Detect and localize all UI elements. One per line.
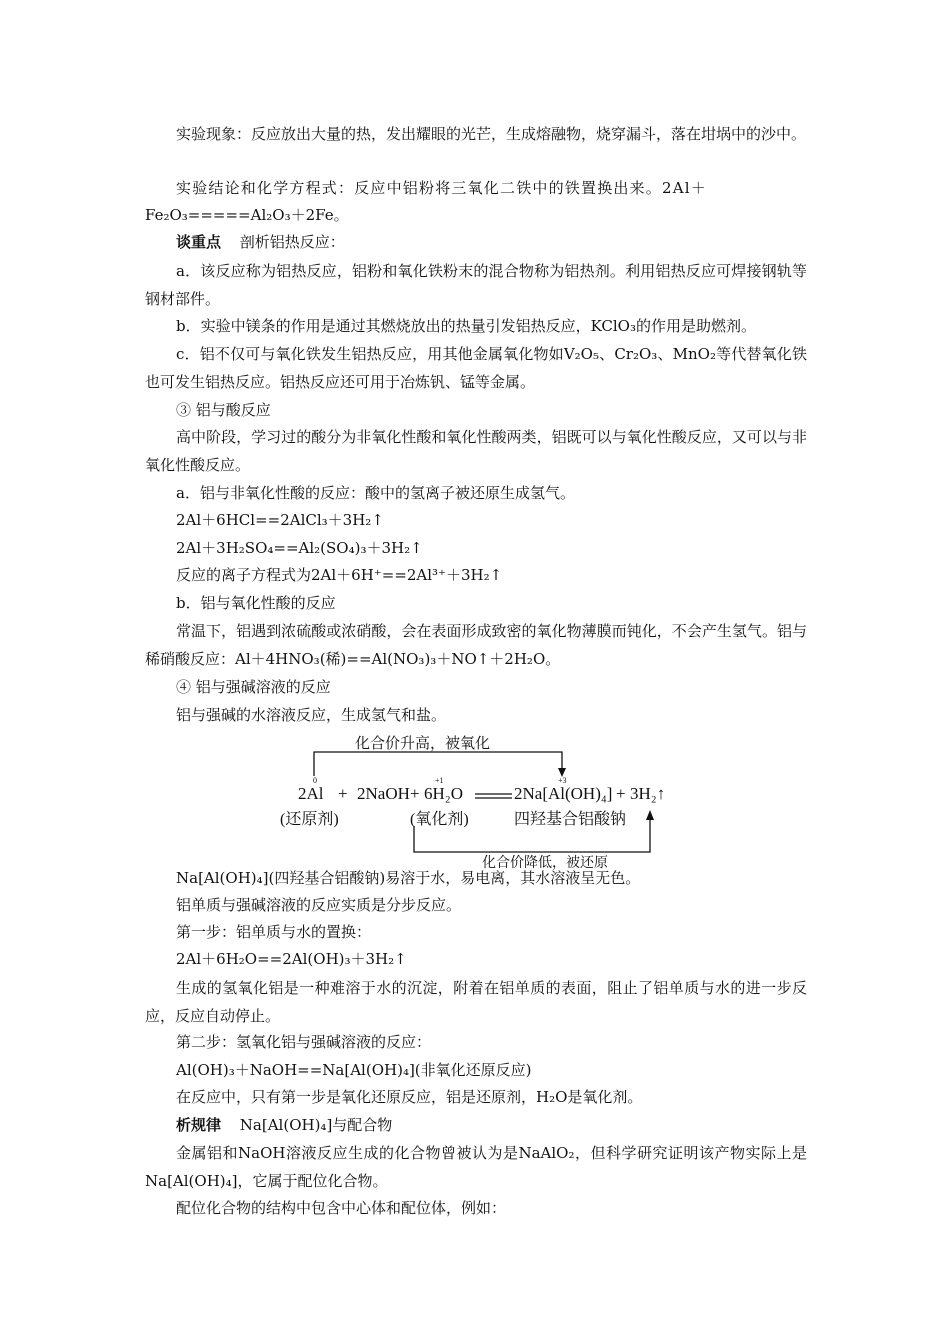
paragraph-step-two: 第二步：氢氧化铝与强碱溶液的反应： [176,1033,432,1051]
heading-key-point [176,229,345,256]
paragraph-point-c: c．铝不仅可与氧化铁发生铝热反应，用其他金属氧化物如V₂O₅、Cr₂O₃、MnO₂等代替氧化铁也可发生铝热反应。铝热反应还可用于冶炼钒、锰等金属。 [145,345,807,391]
paragraph-experiment-phenomenon: 实验现象：反应放出大量的热，发出耀眼的光芒，生成熔融物，烧穿漏斗，落在坩埚中的沙中。 [176,125,807,143]
equation-al-water: 2Al＋6H₂O==2Al(OH)₃＋3H₂↑ [176,950,407,968]
equation-naoh: 2NaOH [357,784,410,803]
paragraph-point-b: b．实验中镁条的作用是通过其燃烧放出的热量引发铝热反应，KClO₃的作用是助燃剂。 [176,317,756,335]
equation-h2o: 6H₂O [424,784,463,803]
paragraph-point-a: a．该反应称为铝热反应，铝粉和氧化铁粉末的混合物称为铝热剂。利用铝热反应可焊接钢轨等钢材部件。 [145,262,807,308]
paragraph-acid-types: 高中阶段，学习过的酸分为非氧化性酸和氧化性酸两类，铝既可以与氧化性酸反应，又可以与非氧化性酸反应。 [145,428,807,474]
ox-state-h: +1 [435,776,444,785]
heading-rule-label: 析规律 [176,1116,222,1134]
equation-hydroxide-naoh: Al(OH)₃＋NaOH==Na[Al(OH)₄](非氧化还原反应) [176,1061,532,1079]
redox-diagram [262,728,692,873]
equation-hcl: 2Al＋6HCl==2AlCl₃＋3H₂↑ [176,511,384,529]
heading-key-point-label: 谈重点 [176,233,222,251]
paragraph-stepwise: 铝单质与强碱溶液的反应实质是分步反应。 [176,896,462,914]
paragraph-conclusion-line1: 实验结论和化学方程式：反应中铝粉将三氧化二铁中的铁置换出来。2Al＋ [176,179,707,197]
paragraph-coordination-structure: 配位化合物的结构中包含中心体和配位体，例如： [176,1199,507,1217]
label-oxidizer: (氧化剂) [410,811,469,828]
heading-rule [176,1112,392,1139]
equation-ionic: 反应的离子方程式为2Al＋6H⁺==2Al³⁺＋3H₂↑ [176,566,503,584]
label-reduced: 化合价降低，被还原 [482,856,608,871]
equation-product: 2Na[Al(OH)₄] [514,784,613,803]
label-reducer: (还原剂) [280,811,339,828]
section-aluminum-acid: ③ 铝与酸反应 [176,401,271,419]
equation-plus-1: + [338,784,348,803]
heading-rule-text: Na[Al(OH)₄]与配合物 [239,1116,393,1134]
ox-state-product: +3 [558,776,567,785]
arrow-up-icon [646,810,654,820]
paragraph-coordination-compound: 金属铝和NaOH溶液反应生成的化合物曾被认为是NaAlO₂，但科学研究证明该产物实际上是Na[Al(OH)₄]，它属于配位化合物。 [145,1144,807,1190]
label-product-name: 四羟基合铝酸钠 [514,811,627,828]
paragraph-oxidizing-acid: b．铝与氧化性酸的反应 [176,594,336,612]
paragraph-base-reaction: 铝与强碱的水溶液反应，生成氢气和盐。 [176,706,447,724]
heading-key-point-text: 剖析铝热反应： [239,233,345,251]
paragraph-nonoxidizing-acid: a．铝与非氧化性酸的反应：酸中的氢离子被还原生成氢气。 [176,484,575,502]
equation-h2: 3H₂↑ [630,784,666,803]
paragraph-passivation: 常温下，铝遇到浓硫酸或浓硝酸，会在表面形成致密的氧化物薄膜而钝化，不会产生氢气。铝与稀硝酸反应：Al＋4HNO₃(稀)==Al(NO₃)₃＋NO↑＋2H₂O。 [145,622,807,668]
equation-plus-2: + [410,784,420,803]
paragraph-hydroxide-precipitate: 生成的氢氧化铝是一种难溶于水的沉淀，附着在铝单质的表面，阻止了铝单质与水的进一步反应，反应自动停止。 [145,979,807,1025]
paragraph-conclusion-line2: Fe₂O₃=====Al₂O₃＋2Fe。 [145,206,349,224]
paragraph-tetrahydroxoaluminate: Na[Al(OH)₄](四羟基合铝酸钠)易溶于水，易电离，其水溶液呈无色。 [176,869,641,887]
ox-state-al: 0 [313,776,317,785]
equation-al: 2Al [298,784,324,803]
paragraph-step-one: 第一步：铝单质与水的置换： [176,923,372,941]
equation-h2so4: 2Al＋3H₂SO₄==Al₂(SO₄)₃＋3H₂↑ [176,539,423,557]
label-oxidized: 化合价升高，被氧化 [355,736,491,752]
equation-plus-3: + [616,784,626,803]
section-aluminum-base: ④ 铝与强碱溶液的反应 [176,678,331,696]
paragraph-redox-summary: 在反应中，只有第一步是氧化还原反应，铝是还原剂，H₂O是氧化剂。 [176,1088,643,1106]
